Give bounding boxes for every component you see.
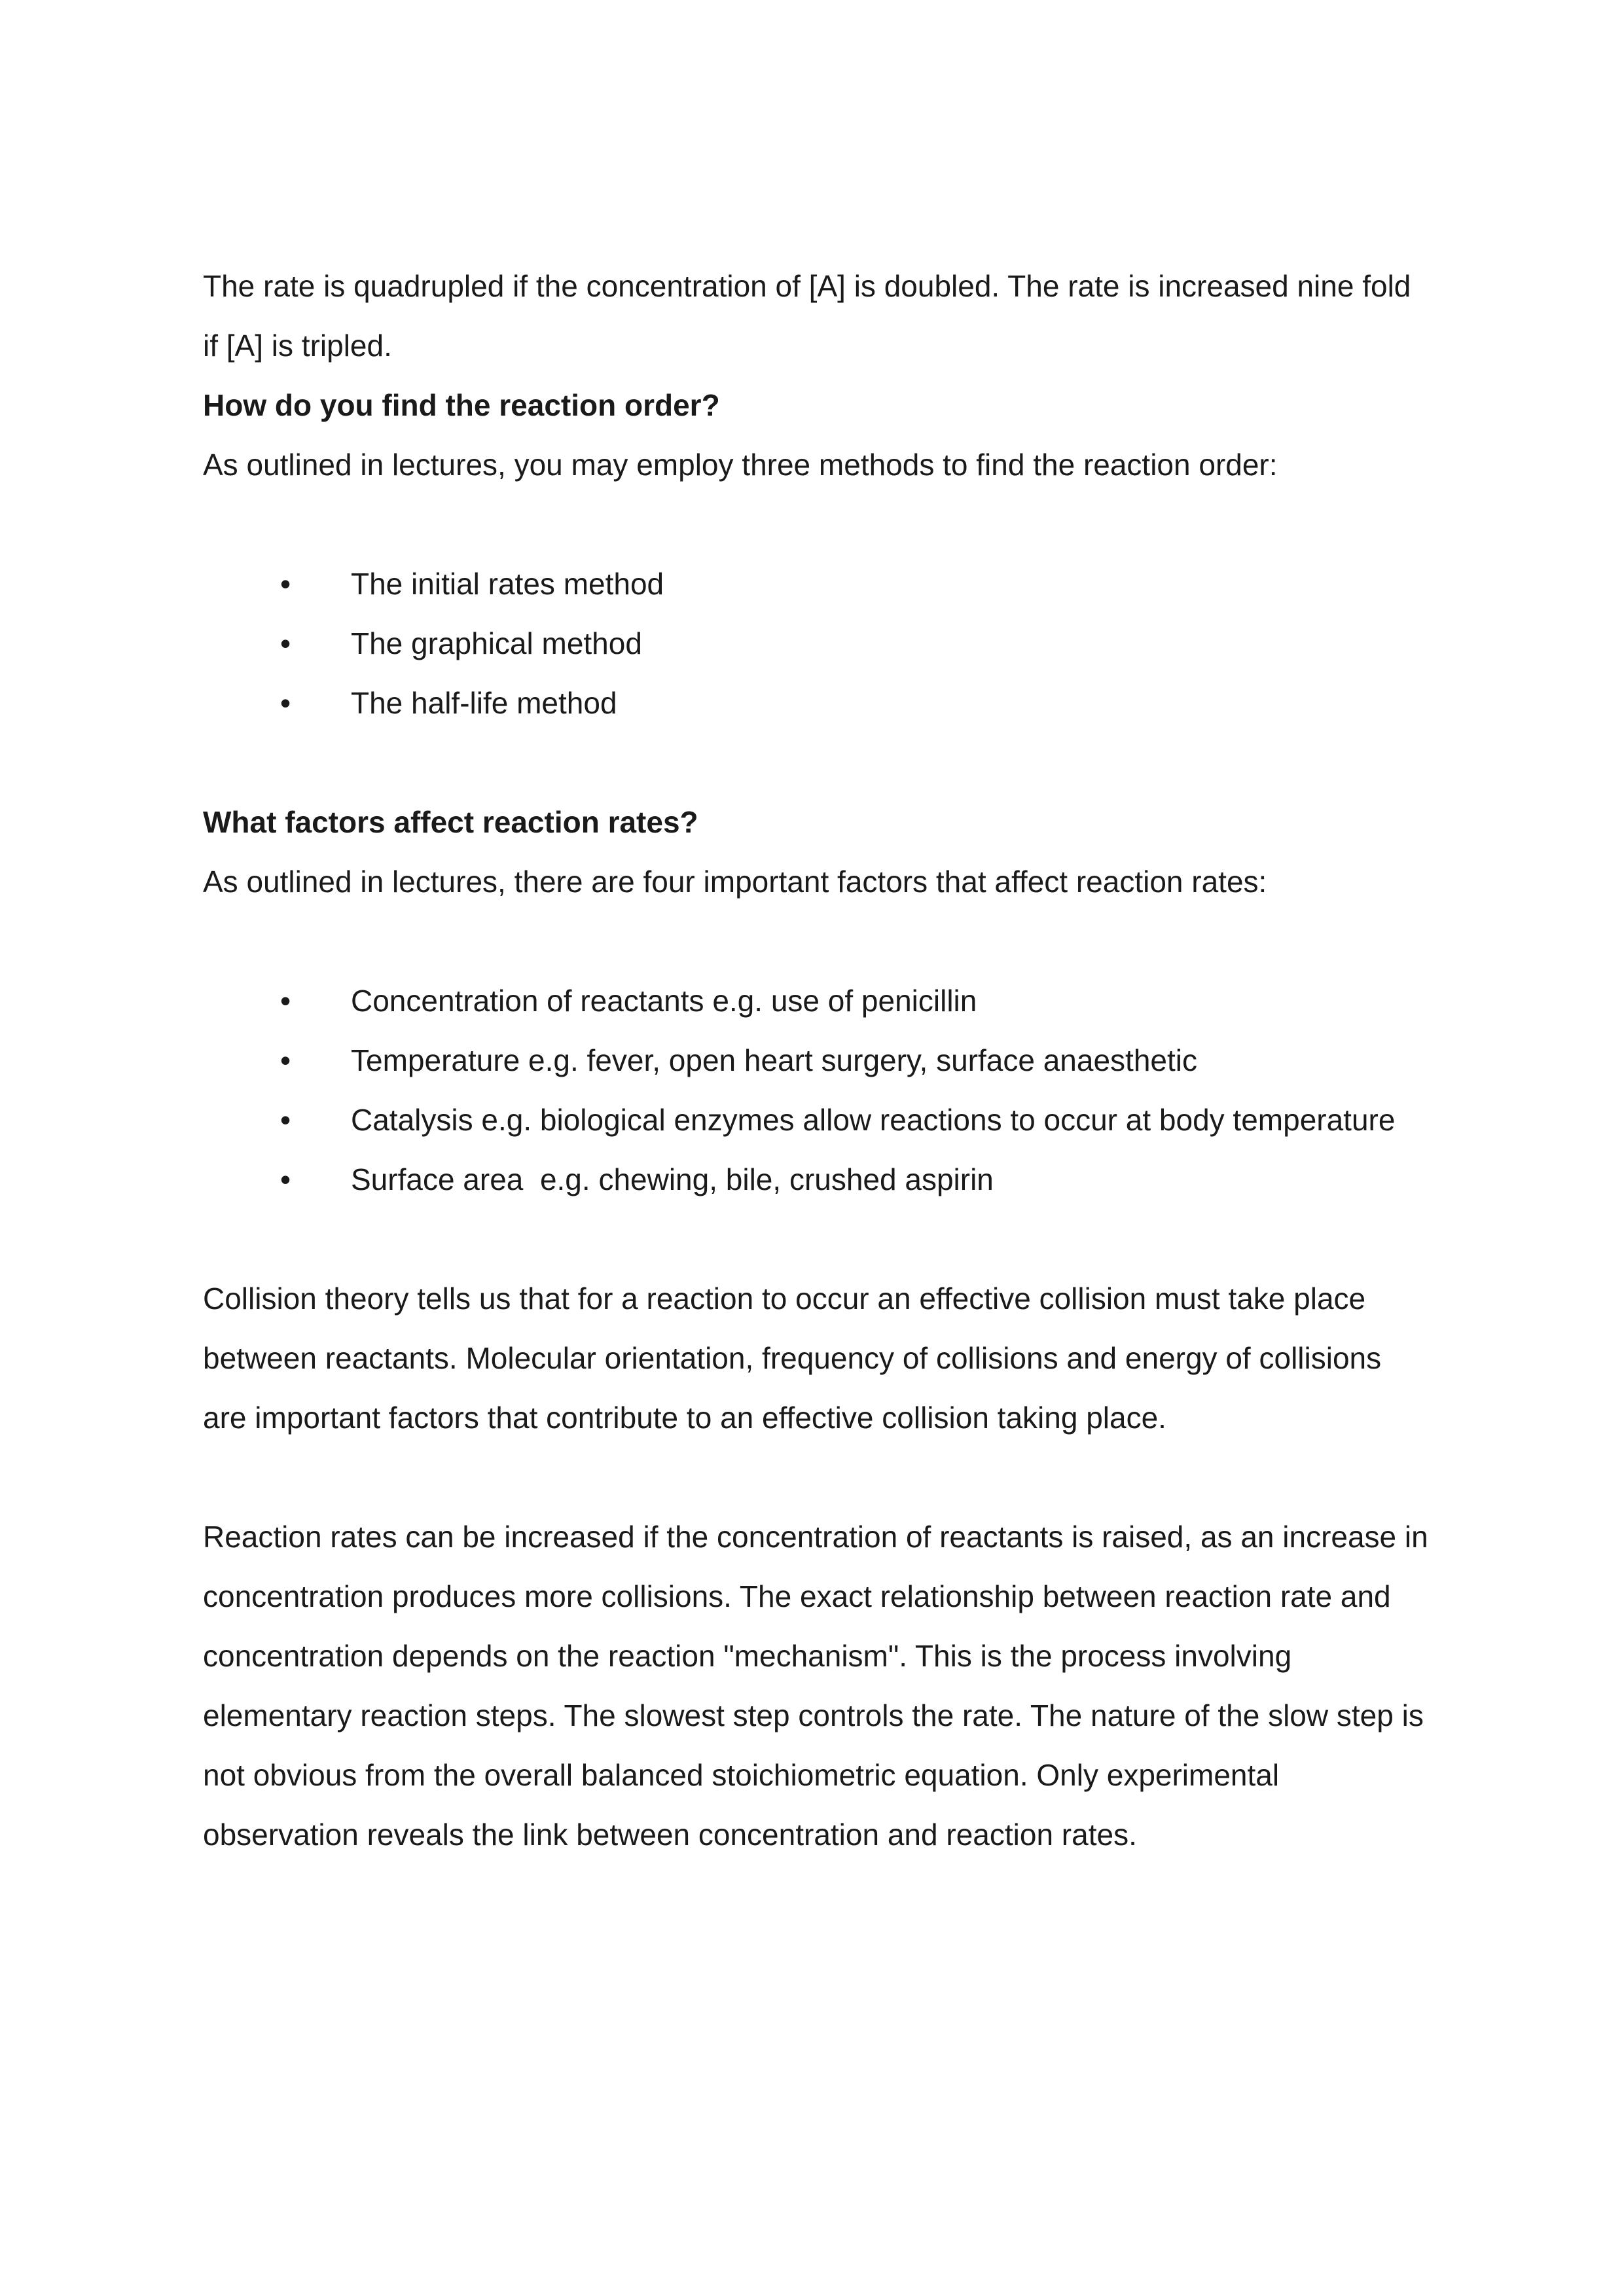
paragraph-reaction-rates: Reaction rates can be increased if the concentration of reactants is raised, as an increase in concentration produces more collisions. The exact relationship between reaction rate and concentration depends on the reaction "mechanism". This is the process involving elementary reaction steps. The slowest step controls the rate. The nature of the slow step is not obvious from the overall balanced stoichiometric equation. Only experimental observation reveals the link between concentration and reaction rates. — [203, 1520, 1428, 1852]
paragraph-collision-theory: Collision theory tells us that for a reaction to occur an effective collision must take place between reactants. Molecular orientation, frequency of collisions and energy of collisions are important factors that contribute to an effective collision taking place. — [203, 1282, 1382, 1435]
list-item-text: Temperature e.g. fever, open heart surgery, surface anaesthetic — [351, 1043, 1197, 1077]
list-item-text: Catalysis e.g. biological enzymes allow reactions to occur at body temperature — [351, 1103, 1396, 1137]
bullet-icon: • — [280, 984, 291, 1018]
paragraph-factors-lead: As outlined in lectures, there are four important factors that affect reaction rates: — [203, 865, 1267, 899]
paragraph-reaction-order-lead: As outlined in lectures, you may employ three methods to find the reaction order: — [203, 448, 1278, 482]
list-item-text: The graphical method — [351, 626, 642, 660]
list-item-text: Concentration of reactants e.g. use of penicillin — [351, 984, 977, 1018]
list-item-text: Surface area e.g. chewing, bile, crushed aspirin — [351, 1162, 994, 1196]
list-item — [203, 971, 1429, 1031]
reaction-factors-list — [203, 971, 1429, 1210]
bullet-icon: • — [280, 626, 291, 660]
heading-reaction-order: How do you find the reaction order? — [203, 388, 720, 422]
bullet-icon: • — [280, 1043, 291, 1077]
list-item-text: The initial rates method — [351, 567, 664, 601]
list-item — [203, 673, 1429, 733]
list-item — [203, 1090, 1429, 1150]
list-item-text: The half-life method — [351, 686, 617, 720]
paragraph-rate-intro: The rate is quadrupled if the concentration of [A] is doubled. The rate is increased nine fold if [A] is tripled. — [203, 269, 1411, 363]
bullet-icon: • — [280, 1162, 291, 1196]
bullet-icon: • — [280, 1103, 291, 1137]
reaction-order-methods-list — [203, 554, 1429, 733]
heading-reaction-factors: What factors affect reaction rates? — [203, 805, 698, 839]
bullet-icon: • — [280, 567, 291, 601]
list-item — [203, 554, 1429, 614]
list-item — [203, 1150, 1429, 1210]
list-item — [203, 614, 1429, 673]
list-item — [203, 1031, 1429, 1090]
bullet-icon: • — [280, 686, 291, 720]
